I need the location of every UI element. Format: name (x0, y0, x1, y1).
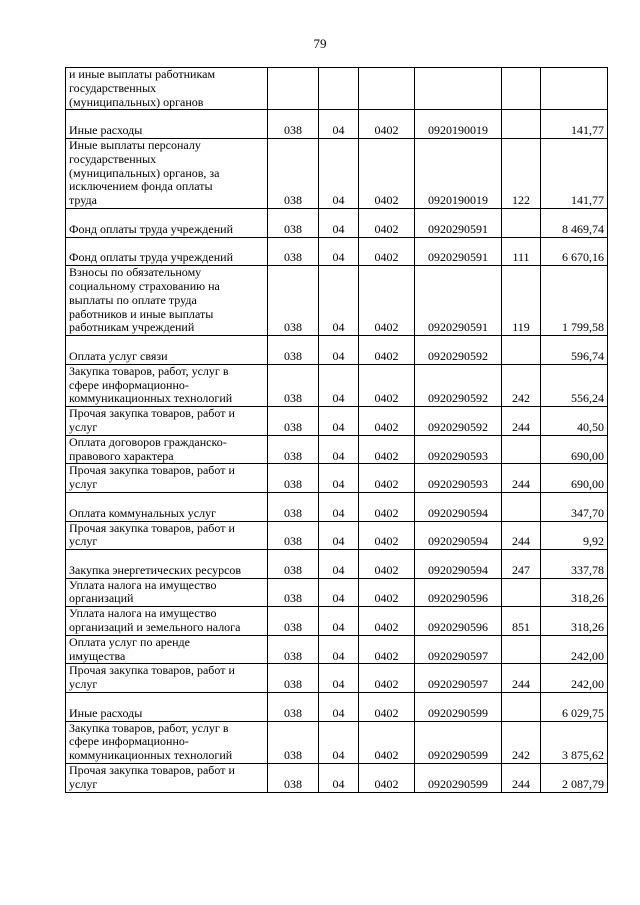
row-subsection-code: 0402 (359, 521, 415, 550)
row-description: Прочая закупка товаров, работ и услуг (66, 407, 268, 436)
row-target-article: 0920290593 (415, 464, 502, 493)
row-amount: 141,77 (541, 110, 608, 139)
table-row (66, 764, 608, 793)
row-target-article: 0920290594 (415, 521, 502, 550)
row-subsection-code: 0402 (359, 578, 415, 607)
row-section-code: 04 (319, 336, 359, 365)
row-expense-type: 244 (502, 464, 541, 493)
row-section-code: 04 (319, 266, 359, 336)
row-expense-type: 242 (502, 364, 541, 406)
row-section-code: 04 (319, 550, 359, 579)
row-admin-code: 038 (268, 550, 319, 579)
row-subsection-code: 0402 (359, 364, 415, 406)
row-expense-type (502, 68, 541, 110)
table-row (66, 721, 608, 763)
table-row (66, 521, 608, 550)
row-admin-code: 038 (268, 336, 319, 365)
row-subsection-code: 0402 (359, 435, 415, 464)
row-amount: 141,77 (541, 138, 608, 208)
row-amount: 6 670,16 (541, 237, 608, 266)
row-subsection-code: 0402 (359, 693, 415, 722)
row-expense-type (502, 492, 541, 521)
row-amount: 6 029,75 (541, 693, 608, 722)
row-expense-type: 244 (502, 521, 541, 550)
row-expense-type: 244 (502, 407, 541, 436)
table-row (66, 110, 608, 139)
row-description: Оплата услуг по аренде имущества (66, 635, 268, 664)
row-description: Иные выплаты персоналу государственных (муниципальных) органов, за исключением фонда оплаты труда (66, 138, 268, 208)
row-description: Иные расходы (66, 110, 268, 139)
row-amount: 9,92 (541, 521, 608, 550)
row-subsection-code (359, 68, 415, 110)
row-amount: 337,78 (541, 550, 608, 579)
row-section-code: 04 (319, 693, 359, 722)
row-target-article: 0920290592 (415, 407, 502, 436)
row-amount: 690,00 (541, 435, 608, 464)
row-subsection-code: 0402 (359, 336, 415, 365)
row-subsection-code: 0402 (359, 407, 415, 436)
row-admin-code: 038 (268, 607, 319, 636)
table-row (66, 364, 608, 406)
row-admin-code: 038 (268, 407, 319, 436)
row-description: Фонд оплаты труда учреждений (66, 208, 268, 237)
row-amount: 242,00 (541, 635, 608, 664)
budget-table (65, 67, 608, 793)
row-target-article: 0920290599 (415, 764, 502, 793)
row-subsection-code: 0402 (359, 237, 415, 266)
row-amount: 2 087,79 (541, 764, 608, 793)
row-expense-type (502, 435, 541, 464)
row-admin-code: 038 (268, 138, 319, 208)
row-description: Прочая закупка товаров, работ и услуг (66, 521, 268, 550)
row-subsection-code: 0402 (359, 664, 415, 693)
row-expense-type: 111 (502, 237, 541, 266)
row-section-code: 04 (319, 635, 359, 664)
row-description: и иные выплаты работникам государственных (муниципальных) органов (66, 68, 268, 110)
row-target-article: 0920290596 (415, 607, 502, 636)
row-amount: 347,70 (541, 492, 608, 521)
page-number: 79 (313, 36, 327, 51)
row-subsection-code: 0402 (359, 721, 415, 763)
row-target-article: 0920290599 (415, 693, 502, 722)
row-expense-type: 851 (502, 607, 541, 636)
row-amount: 1 799,58 (541, 266, 608, 336)
row-subsection-code: 0402 (359, 464, 415, 493)
row-subsection-code: 0402 (359, 138, 415, 208)
row-admin-code: 038 (268, 664, 319, 693)
row-expense-type: 247 (502, 550, 541, 579)
row-target-article: 0920290592 (415, 336, 502, 365)
row-subsection-code: 0402 (359, 607, 415, 636)
row-target-article: 0920290594 (415, 492, 502, 521)
row-subsection-code: 0402 (359, 208, 415, 237)
row-expense-type: 244 (502, 664, 541, 693)
row-description: Закупка товаров, работ, услуг в сфере информационно- коммуникационных технологий (66, 721, 268, 763)
table-row (66, 550, 608, 579)
row-expense-type (502, 208, 541, 237)
row-description: Уплата налога на имущество организаций и земельного налога (66, 607, 268, 636)
row-description: Прочая закупка товаров, работ и услуг (66, 664, 268, 693)
row-target-article: 0920190019 (415, 138, 502, 208)
row-admin-code: 038 (268, 237, 319, 266)
row-description: Взносы по обязательному социальному страхованию на выплаты по оплате труда работников и иные выплаты работникам учреждений (66, 266, 268, 336)
row-admin-code: 038 (268, 464, 319, 493)
row-section-code (319, 68, 359, 110)
row-section-code: 04 (319, 208, 359, 237)
row-admin-code: 038 (268, 492, 319, 521)
row-expense-type (502, 693, 541, 722)
row-expense-type: 242 (502, 721, 541, 763)
table-row (66, 407, 608, 436)
table-row (66, 68, 608, 110)
row-section-code: 04 (319, 237, 359, 266)
row-target-article: 0920190019 (415, 110, 502, 139)
row-admin-code (268, 68, 319, 110)
row-description: Иные расходы (66, 693, 268, 722)
table-row (66, 266, 608, 336)
row-admin-code: 038 (268, 635, 319, 664)
row-expense-type (502, 336, 541, 365)
row-target-article: 0920290597 (415, 635, 502, 664)
row-section-code: 04 (319, 364, 359, 406)
row-section-code: 04 (319, 492, 359, 521)
row-target-article (415, 68, 502, 110)
row-description: Прочая закупка товаров, работ и услуг (66, 464, 268, 493)
row-section-code: 04 (319, 464, 359, 493)
row-description: Закупка товаров, работ, услуг в сфере информационно- коммуникационных технологий (66, 364, 268, 406)
row-amount: 318,26 (541, 578, 608, 607)
row-target-article: 0920290594 (415, 550, 502, 579)
row-admin-code: 038 (268, 208, 319, 237)
row-amount: 596,74 (541, 336, 608, 365)
row-admin-code: 038 (268, 110, 319, 139)
table-row (66, 208, 608, 237)
table-row (66, 693, 608, 722)
row-section-code: 04 (319, 664, 359, 693)
row-expense-type (502, 635, 541, 664)
row-admin-code: 038 (268, 266, 319, 336)
table-row (66, 336, 608, 365)
row-target-article: 0920290593 (415, 435, 502, 464)
row-target-article: 0920290591 (415, 208, 502, 237)
row-subsection-code: 0402 (359, 764, 415, 793)
row-description: Уплата налога на имущество организаций (66, 578, 268, 607)
row-target-article: 0920290591 (415, 237, 502, 266)
row-amount: 8 469,74 (541, 208, 608, 237)
table-row (66, 664, 608, 693)
row-section-code: 04 (319, 521, 359, 550)
row-amount: 690,00 (541, 464, 608, 493)
row-description: Закупка энергетических ресурсов (66, 550, 268, 579)
row-admin-code: 038 (268, 764, 319, 793)
row-section-code: 04 (319, 721, 359, 763)
row-amount: 40,50 (541, 407, 608, 436)
row-amount: 318,26 (541, 607, 608, 636)
row-amount (541, 68, 608, 110)
row-section-code: 04 (319, 138, 359, 208)
table-row (66, 578, 608, 607)
row-section-code: 04 (319, 607, 359, 636)
table-row (66, 607, 608, 636)
row-section-code: 04 (319, 435, 359, 464)
row-amount: 242,00 (541, 664, 608, 693)
row-admin-code: 038 (268, 693, 319, 722)
row-target-article: 0920290597 (415, 664, 502, 693)
row-subsection-code: 0402 (359, 550, 415, 579)
row-expense-type (502, 578, 541, 607)
row-expense-type: 119 (502, 266, 541, 336)
row-expense-type (502, 110, 541, 139)
budget-table-body (66, 68, 608, 793)
row-expense-type: 122 (502, 138, 541, 208)
row-target-article: 0920290596 (415, 578, 502, 607)
row-target-article: 0920290591 (415, 266, 502, 336)
row-subsection-code: 0402 (359, 492, 415, 521)
row-admin-code: 038 (268, 364, 319, 406)
row-admin-code: 038 (268, 578, 319, 607)
row-target-article: 0920290592 (415, 364, 502, 406)
row-description: Прочая закупка товаров, работ и услуг (66, 764, 268, 793)
row-section-code: 04 (319, 407, 359, 436)
row-description: Фонд оплаты труда учреждений (66, 237, 268, 266)
table-row (66, 635, 608, 664)
row-description: Оплата договоров гражданско- правового характера (66, 435, 268, 464)
row-admin-code: 038 (268, 435, 319, 464)
row-subsection-code: 0402 (359, 110, 415, 139)
row-subsection-code: 0402 (359, 266, 415, 336)
row-admin-code: 038 (268, 521, 319, 550)
row-amount: 556,24 (541, 364, 608, 406)
table-row (66, 138, 608, 208)
table-row (66, 435, 608, 464)
table-row (66, 237, 608, 266)
row-target-article: 0920290599 (415, 721, 502, 763)
row-admin-code: 038 (268, 721, 319, 763)
row-section-code: 04 (319, 110, 359, 139)
row-section-code: 04 (319, 764, 359, 793)
row-description: Оплата коммунальных услуг (66, 492, 268, 521)
row-description: Оплата услуг связи (66, 336, 268, 365)
table-row (66, 464, 608, 493)
row-section-code: 04 (319, 578, 359, 607)
table-row (66, 492, 608, 521)
row-amount: 3 875,62 (541, 721, 608, 763)
row-subsection-code: 0402 (359, 635, 415, 664)
row-expense-type: 244 (502, 764, 541, 793)
